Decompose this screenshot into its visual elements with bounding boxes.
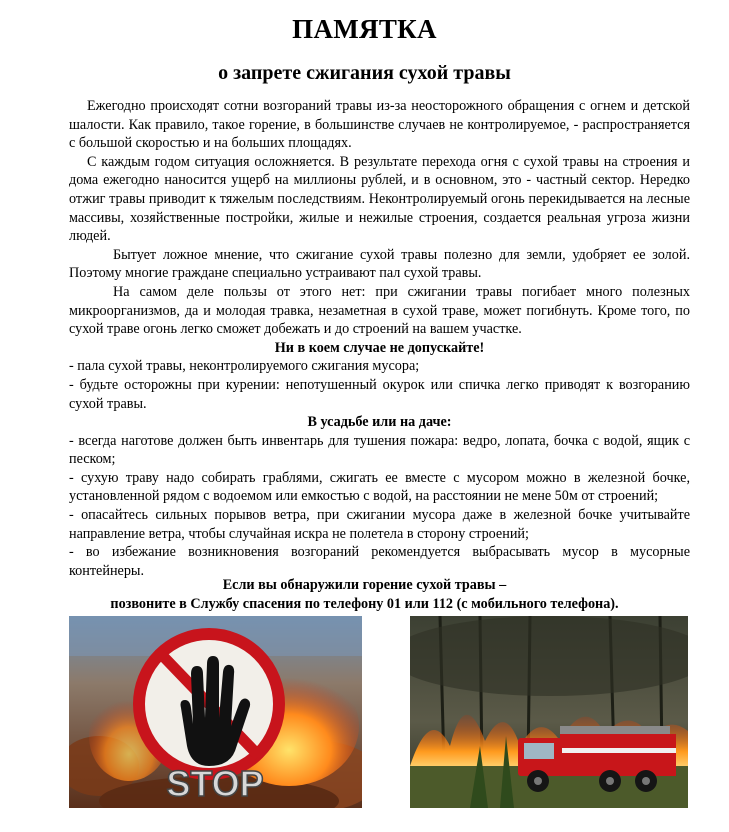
paragraph-situation: С каждым годом ситуация осложняется. В результате перехода огня с сухой травы на строения и дома ежегодно наносится ущерб на миллионы рублей, и в основном, это - частный сектор. Нередко отжиг травы приводит к тяжелым последствиям. Неконтролируемый огонь перекидывается на лесные массивы, хозяйственные постройки, жилые и нежилые строения, создается реальная угроза жизни людей.	[69, 153, 690, 245]
emergency-call-block	[0, 576, 729, 613]
stop-label: STOP	[166, 763, 264, 804]
dacha-item: - во избежание возникновения возгораний рекомендуется выбрасывать мусор в мусорные контейнеры.	[69, 544, 690, 579]
dacha-item: - сухую траву надо собирать граблями, сжигать ее вместе с мусором можно в железной бочке, установленной рядом с водоемом или емкостью с водой, на расстоянии не мене 50м от строений;	[69, 469, 690, 505]
paragraph-truth: На самом деле пользы от этого нет: при сжигании травы погибает много полезных микроорганизмов, да и молодая травка, незаметная в сухой траве, может погибнуть. Кроме того, по сухой траве огонь легко сможет добежать и до строений на вашем участке.	[69, 283, 690, 338]
emergency-call-line2: позвоните в Службу спасения по телефону 01 или 112 (с мобильного телефона).	[110, 595, 619, 612]
memo-body	[69, 97, 690, 580]
paragraph-intro: Ежегодно происходят сотни возгораний травы из-за неосторожного обращения с огнем и детской шалости. Как правило, такое горение, в большинстве случаев не контролируемое, - распространяется с большой скоростью и на больших площадях.	[69, 98, 690, 152]
dacha-heading: В усадьбе или на даче:	[307, 414, 452, 431]
dacha-item: - опасайтесь сильных порывов ветра, при сжигании мусора даже в железной бочке учитывайте направление ветра, чтобы случайная искра не полетела в сторону строений;	[69, 507, 690, 542]
stop-image	[69, 616, 362, 808]
never-heading: Ни в коем случае не допускайте!	[274, 339, 485, 356]
never-item: - пала сухой травы, неконтролируемого сжигания мусора;	[69, 358, 420, 375]
emergency-call-line1: Если вы обнаружили горение сухой травы –	[222, 577, 507, 593]
fire-truck-icon	[410, 616, 688, 808]
paragraph-myth: Бытует ложное мнение, что сжигание сухой травы полезно для земли, удобряет ее золой. Поэтому многие граждане специально устраивают пал сухой травы.	[69, 246, 690, 282]
page-title: ПАМЯТКА	[292, 14, 437, 44]
stop-hand-icon	[69, 616, 362, 808]
fire-truck-image	[410, 616, 688, 808]
page-subtitle: о запрете сжигания сухой травы	[218, 62, 511, 84]
never-item: - будьте осторожны при курении: непотушенный окурок или спичка легко приводят к возгоранию сухой травы.	[69, 376, 690, 412]
dacha-item: - всегда наготове должен быть инвентарь для тушения пожара: ведро, лопата, бочка с водой, ящик с песком;	[69, 432, 690, 468]
